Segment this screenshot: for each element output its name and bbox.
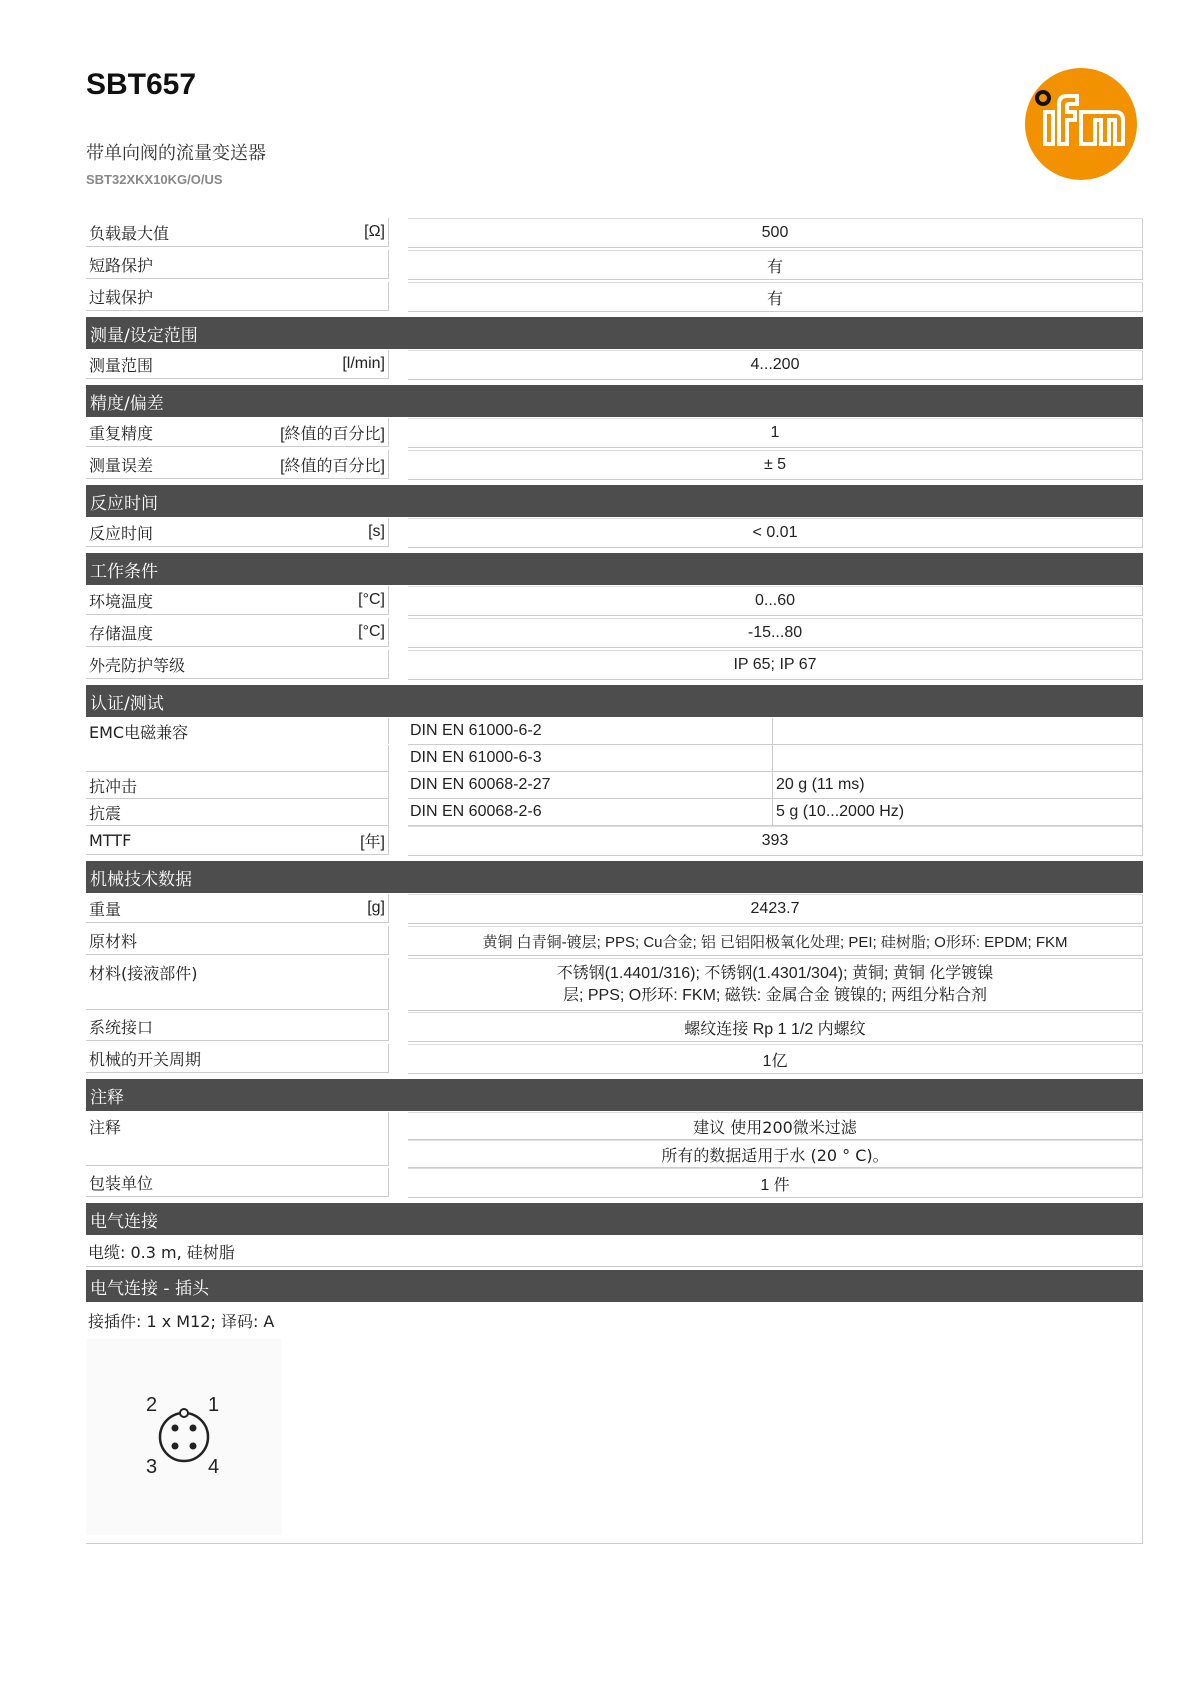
section-header: 电气连接: [86, 1203, 1143, 1235]
spec-label: 负载最大值: [89, 223, 170, 243]
datasheet: [86, 218, 1143, 1544]
m12-pinout-diagram: [86, 1339, 282, 1535]
spec-label: 抗震: [89, 803, 122, 823]
spec-row: [86, 958, 1143, 1012]
ifm-logo-icon: [1023, 66, 1139, 182]
spec-unit: [s]: [368, 523, 385, 540]
spec-value: -15...80: [408, 618, 1143, 648]
spec-row: [86, 586, 1143, 618]
spec-row: [86, 718, 1143, 745]
spec-row: [86, 1044, 1143, 1076]
product-subtitle: 带单向阀的流量变送器: [86, 143, 266, 164]
spec-row: [86, 1112, 1143, 1168]
spec-label: 重复精度: [89, 423, 154, 443]
spec-value: 黄铜 白青铜-镀层; PPS; Cu合金; 铝 已铝阳极氧化处理; PEI; 硅树脂; O形环: EPDM; FKM: [408, 926, 1143, 956]
spec-value-line: 层; PPS; O形环: FKM; 磁铁: 金属合金 镀镍的; 两组分粘合剂: [562, 986, 988, 1004]
spec-unit: [°C]: [358, 591, 385, 608]
spec-row: [86, 350, 1143, 382]
spec-unit: [l/min]: [342, 355, 385, 372]
spec-row: [86, 650, 1143, 682]
section-header: 精度/偏差: [86, 385, 1143, 417]
spec-value: ± 5: [408, 450, 1143, 480]
spec-value: 1: [408, 418, 1143, 448]
spec-row: [86, 250, 1143, 282]
spec-label: 环境温度: [89, 591, 154, 611]
spec-row: [86, 799, 1143, 826]
spec-row: [86, 894, 1143, 926]
note-line: 建议 使用200微米过滤: [408, 1112, 1143, 1140]
spec-row: [86, 926, 1143, 958]
spec-standard: DIN EN 60068-2-27: [408, 772, 773, 799]
spec-label: 存储温度: [89, 623, 154, 643]
spec-value: 4...200: [408, 350, 1143, 380]
product-code: SBT32XKX10KG/O/US: [86, 172, 223, 187]
spec-label: 外壳防护等级: [89, 655, 186, 675]
pin-label: 2: [146, 1394, 158, 1416]
spec-label: MTTF: [89, 830, 132, 850]
section-header: 认证/测试: [86, 685, 1143, 717]
connector-box: [86, 1303, 1143, 1544]
spec-row: [86, 772, 1143, 799]
spec-label: 测量误差: [89, 455, 154, 475]
spec-unit: [Ω]: [364, 223, 385, 240]
spec-row: [86, 618, 1143, 650]
spec-row: [86, 745, 1143, 772]
spec-row: [86, 450, 1143, 482]
spec-unit: [°C]: [358, 623, 385, 640]
spec-value: 0...60: [408, 586, 1143, 616]
spec-label: EMC电磁兼容: [89, 722, 189, 742]
section-header: 注释: [86, 1079, 1143, 1111]
spec-row: [86, 826, 1143, 858]
note-line: 所有的数据适用于水 (20 ° C)。: [408, 1140, 1143, 1168]
connector-info: 接插件: 1 x M12; 译码: A: [88, 1312, 275, 1331]
pin-label: 3: [146, 1456, 158, 1478]
spec-value: 1 件: [408, 1168, 1143, 1198]
spec-label: 反应时间: [89, 523, 154, 543]
cable-info: 电缆: 0.3 m, 硅树脂: [86, 1236, 1143, 1267]
spec-label: 包装单位: [89, 1173, 154, 1193]
spec-label: 过载保护: [89, 287, 154, 307]
section-header: 工作条件: [86, 553, 1143, 585]
spec-value: 1亿: [408, 1044, 1143, 1074]
spec-label: 系统接口: [89, 1017, 154, 1037]
spec-label: 机械的开关周期: [89, 1049, 202, 1069]
spec-unit: [終值的百分比]: [280, 457, 385, 475]
section-header: 反应时间: [86, 485, 1143, 517]
spec-value: 有: [408, 250, 1143, 280]
spec-standard: DIN EN 61000-6-2: [408, 718, 773, 745]
section-header: 机械技术数据: [86, 861, 1143, 893]
spec-unit: [年]: [360, 833, 385, 851]
spec-label: 重量: [89, 899, 122, 919]
spec-label: 测量范围: [89, 355, 154, 375]
section-header: 测量/设定范围: [86, 317, 1143, 349]
pin-label: 1: [208, 1394, 220, 1416]
spec-value: 有: [408, 282, 1143, 312]
spec-standard: DIN EN 61000-6-3: [408, 745, 773, 772]
spec-value: 393: [408, 826, 1143, 856]
section-header: 电气连接 - 插头: [86, 1270, 1143, 1302]
spec-unit: [g]: [367, 899, 385, 916]
spec-label: 材料(接液部件): [89, 964, 198, 983]
spec-value-line: 不锈钢(1.4401/316); 不锈钢(1.4301/304); 黄铜; 黄铜 化学镀镍: [556, 964, 994, 982]
spec-unit: [終值的百分比]: [280, 425, 385, 443]
spec-label: 原材料: [89, 931, 138, 951]
spec-value: 螺纹连接 Rp 1 1/2 内螺纹: [408, 1012, 1143, 1042]
spec-value: 5 g (10...2000 Hz): [773, 799, 1143, 826]
spec-row: [86, 1012, 1143, 1044]
spec-value: < 0.01: [408, 518, 1143, 548]
spec-row: [86, 218, 1143, 250]
spec-row: [86, 1168, 1143, 1200]
spec-value: 2423.7: [408, 894, 1143, 924]
spec-row: [86, 282, 1143, 314]
spec-value: 20 g (11 ms): [773, 772, 1143, 799]
spec-row: [86, 418, 1143, 450]
spec-label: 注释: [89, 1118, 122, 1137]
spec-label: 抗冲击: [89, 776, 138, 796]
spec-standard: DIN EN 60068-2-6: [408, 799, 773, 826]
spec-row: [86, 518, 1143, 550]
spec-value: 500: [408, 218, 1143, 248]
spec-label: 短路保护: [89, 255, 154, 275]
pin-label: 4: [208, 1456, 220, 1478]
product-title: SBT657: [86, 68, 197, 101]
spec-value: IP 65; IP 67: [408, 650, 1143, 680]
